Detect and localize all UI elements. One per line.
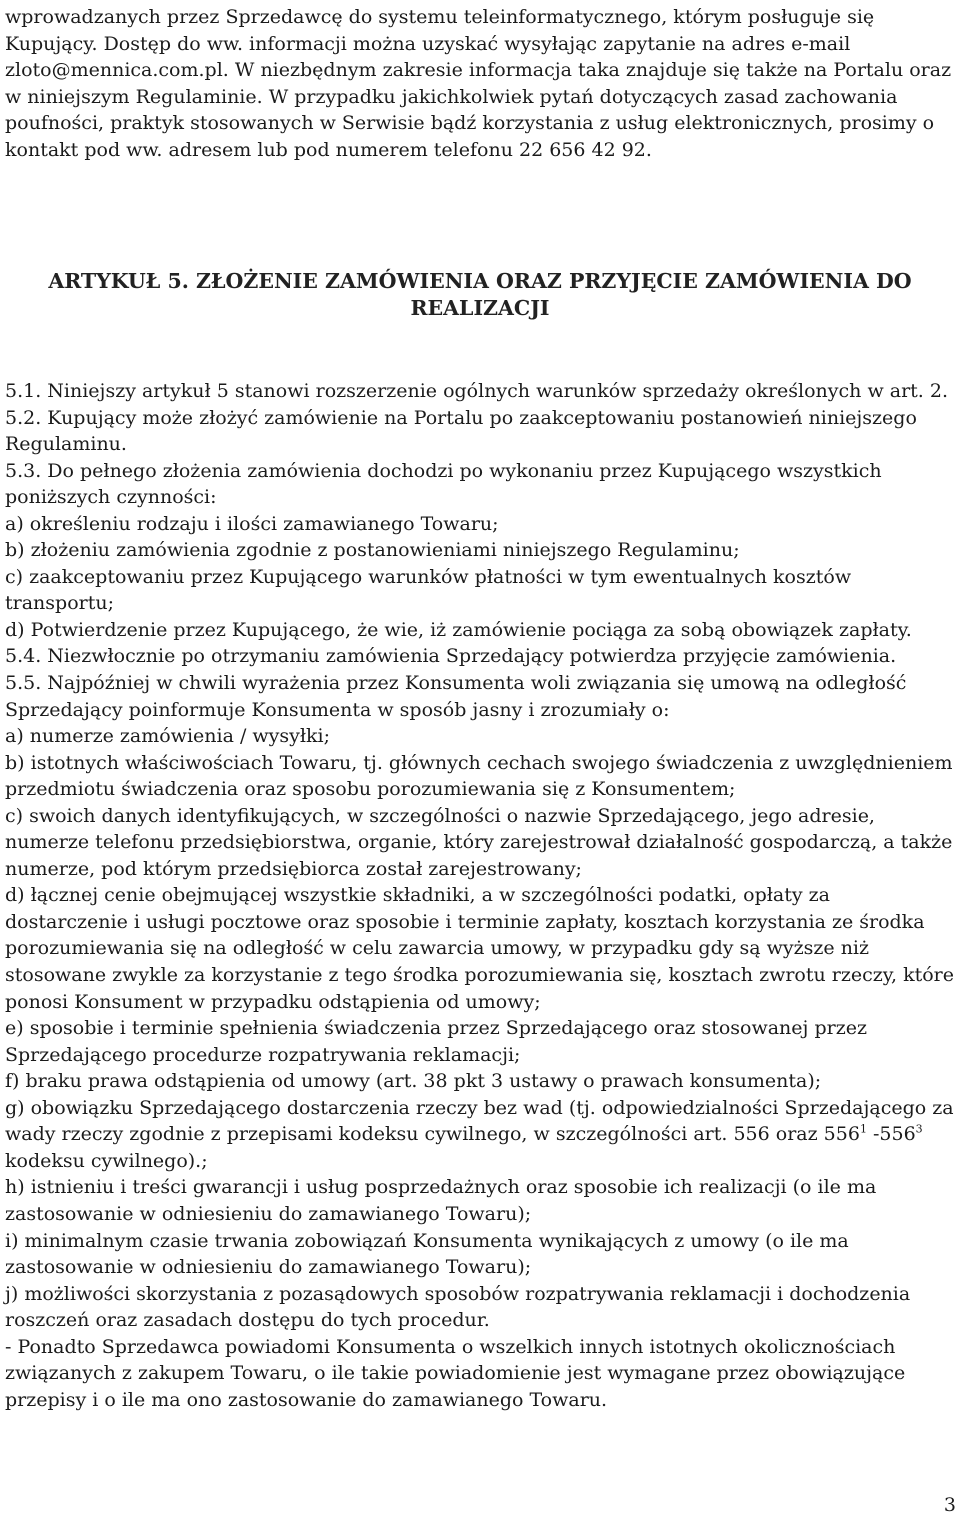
closing-note: - Ponadto Sprzedawca powiadomi Konsumenta o wszelkich innych istotnych okolicznościach związanych z zakupem Towaru, o ile takie powiadomienie jest wymagane przez obowiązujące przepisy i o ile ma ono zastosowanie do zamawianego Towaru. xyxy=(5,1335,906,1411)
clause-5-5-g xyxy=(5,1095,957,1175)
clause-5-5-b: b) istotnych właściwościach Towaru, tj. głównych cechach swojego świadczenia z uwzględnieniem przedmiotu świadczenia oraz sposobu porozumiewania się z Konsumentem; xyxy=(5,751,953,801)
clause-5-5-e: e) sposobie i terminie spełnienia świadczenia przez Sprzedającego oraz stosowanej przez Sprzedającego procedurze rozpatrywania reklamacji; xyxy=(5,1017,867,1066)
page-number: 3 xyxy=(943,1494,956,1516)
clause-5-3-d: d) Potwierdzenie przez Kupującego, że wie, iż zamówienie pociąga za sobą obowiązek zapłaty. xyxy=(5,618,912,641)
clause-5-4: 5.4. Niezwłocznie po otrzymaniu zamówienia Sprzedający potwierdza przyjęcie zamówienia. xyxy=(5,645,897,668)
clause-g-text-middle: -556 xyxy=(866,1123,916,1146)
intro-paragraph: wprowadzanych przez Sprzedawcę do systemu teleinformatycznego, którym posługuje się Kupujący. Dostęp do ww. informacji można uzyskać wysyłając zapytanie na adres e-mail zloto@mennica.com.pl. W niezbędnym zakresie informacja taka znajduje się także na Portalu oraz w niniejszym Regulaminie. W przypadku jakichkolwiek pytań dotyczących zasad zachowania poufności, praktyk stosowanych w Serwisie bądź korzystania z usług elektronicznych, prosimy o kontakt pod ww. adresem lub pod numerem telefonu 22 656 42 92. xyxy=(5,6,952,161)
clause-5-5-a: a) numerze zamówienia / wysyłki; xyxy=(5,725,331,748)
clause-g-superscript-1: 1 xyxy=(859,1122,867,1136)
clause-5-3: 5.3. Do pełnego złożenia zamówienia dochodzi po wykonaniu przez Kupującego wszystkich poniższych czynności: xyxy=(5,459,882,509)
clause-5-5-i: i) minimalnym czasie trwania zobowiązań Konsumenta wynikających z umowy (o ile ma zastosowanie w odniesieniu do zamawianego Towaru); xyxy=(5,1229,849,1279)
clause-5-5: 5.5. Najpóźniej w chwili wyrażenia przez Konsumenta woli związania się umową na odległość Sprzedający poinformuje Konsumenta w sposób jasny i zrozumiały o: xyxy=(5,672,907,721)
clause-5-2: 5.2. Kupujący może złożyć zamówienie na Portalu po zaakceptowaniu postanowień niniejszego Regulaminu. xyxy=(5,406,917,456)
clause-g-text-before: g) obowiązku Sprzedającego dostarczenia rzeczy bez wad (tj. odpowiedzialności Sprzedającego za wady rzeczy zgodnie z przepisami kodeksu cywilnego, w szczególności art. 556 oraz 556 xyxy=(5,1096,954,1146)
clause-g-superscript-3: 3 xyxy=(915,1122,923,1136)
article-body xyxy=(5,378,957,1413)
article-heading: ARTYKUŁ 5. ZŁOŻENIE ZAMÓWIENIA ORAZ PRZYJĘCIE ZAMÓWIENIA DO REALIZACJI xyxy=(48,269,912,320)
clause-5-1: 5.1. Niniejszy artykuł 5 stanowi rozszerzenie ogólnych warunków sprzedaży określonych w art. 2. xyxy=(5,380,948,402)
clause-5-5-d: d) łącznej cenie obejmującej wszystkie składniki, a w szczególności podatki, opłaty za dostarczenie i usługi pocztowe oraz sposobie i terminie zapłaty, kosztach korzystania ze środka porozumiewania się na odległość w celu zawarcia umowy, w przypadku gdy są wyższe niż stosowane zwykle za korzystanie z tego środka porozumiewania się, kosztach zwrotu rzeczy, które ponosi Konsument w przypadku odstąpienia od umowy; xyxy=(5,884,954,1013)
clause-5-5-h: h) istnieniu i treści gwarancji i usług posprzedażnych oraz sposobie ich realizacji (o ile ma zastosowanie w odniesieniu do zamawianego Towaru); xyxy=(5,1176,877,1225)
clause-5-3-c: c) zaakceptowaniu przez Kupującego warunków płatności w tym ewentualnych kosztów transportu; xyxy=(5,565,852,615)
clause-5-5-f: f) braku prawa odstąpienia od umowy (art. 38 pkt 3 ustawy o prawach konsumenta); xyxy=(5,1070,822,1093)
clause-5-5-c: c) swoich danych identyfikujących, w szczególności o nazwie Sprzedającego, jego adresie, numerze telefonu przedsiębiorstwa, organie, który zarejestrował działalność gospodarczą, a także numerze, pod którym przedsiębiorca został zarejestrowany; xyxy=(5,804,953,880)
clause-g-text-after: kodeksu cywilnego).; xyxy=(5,1149,208,1172)
clause-5-3-a: a) określeniu rodzaju i ilości zamawianego Towaru; xyxy=(5,512,499,535)
clause-5-3-b: b) złożeniu zamówienia zgodnie z postanowieniami niniejszego Regulaminu; xyxy=(5,539,740,562)
clause-5-5-j: j) możliwości skorzystania z pozasądowych sposobów rozpatrywania reklamacji i dochodzenia roszczeń oraz zasadach dostępu do tych procedur. xyxy=(5,1282,911,1332)
